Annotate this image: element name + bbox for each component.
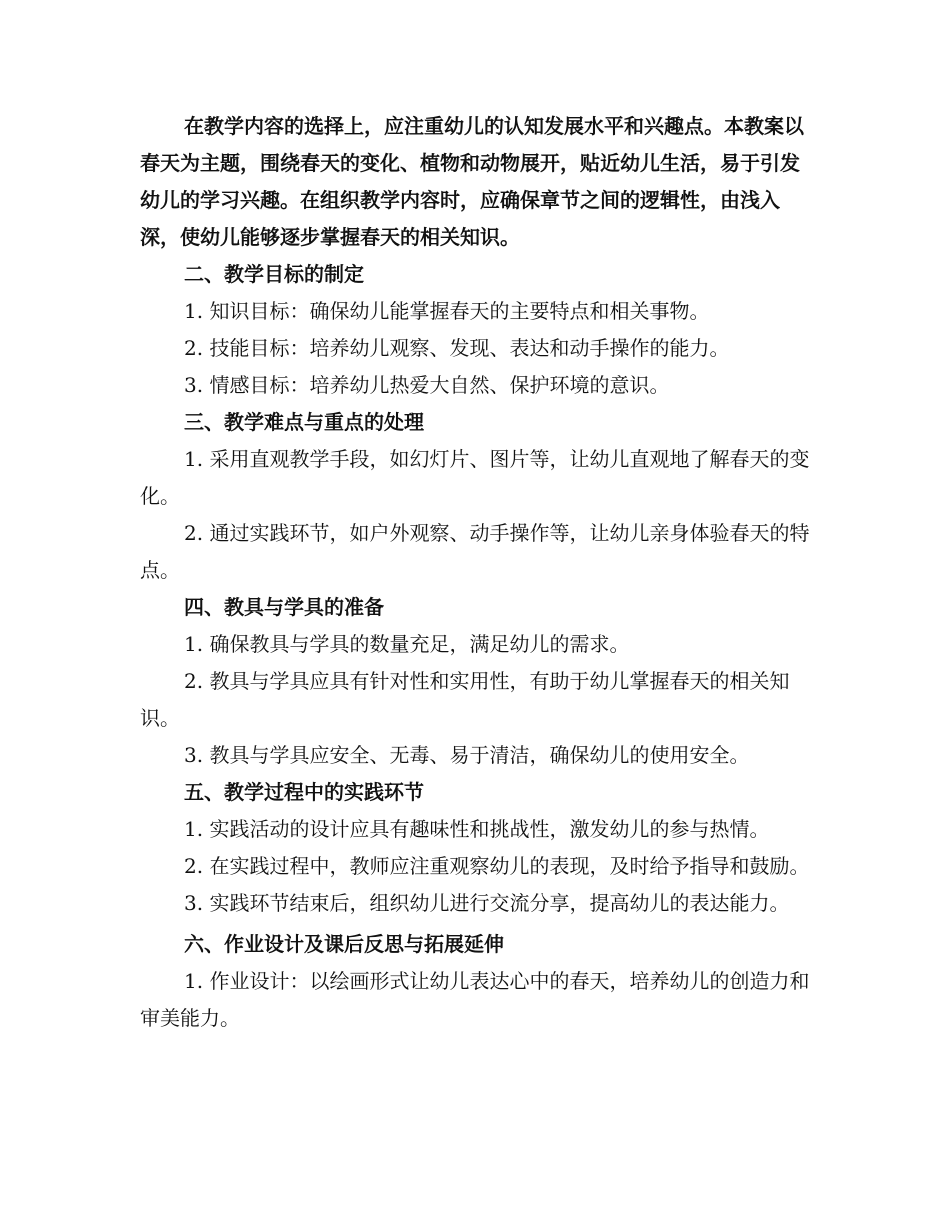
list-item: 2. 技能目标：培养幼儿观察、发现、表达和动手操作的能力。: [184, 336, 730, 360]
section-heading-practice: 五、教学过程中的实践环节: [184, 780, 424, 804]
section-heading-homework: 六、作业设计及课后反思与拓展延伸: [184, 932, 504, 956]
section-heading-materials: 四、教具与学具的准备: [184, 595, 384, 619]
list-item: 1. 实践活动的设计应具有趣味性和挑战性，激发幼儿的参与热情。: [184, 817, 770, 841]
intro-paragraph: 在教学内容的选择上，应注重幼儿的认知发展水平和兴趣点。本教案以春天为主题，围绕春天的变化、植物和动物展开，贴近幼儿生活，易于引发幼儿的学习兴趣。在组织教学内容时，应确保章节之间的逻辑性，由浅入深，使幼儿能够逐步掌握春天的相关知识。: [140, 114, 804, 249]
list-item: 3. 实践环节结束后，组织幼儿进行交流分享，提高幼儿的表达能力。: [184, 891, 790, 915]
list-item: 1. 作业设计：以绘画形式让幼儿表达心中的春天，培养幼儿的创造力和审美能力。: [140, 969, 810, 1030]
list-item: 1. 知识目标：确保幼儿能掌握春天的主要特点和相关事物。: [184, 299, 710, 323]
list-item: 3. 情感目标：培养幼儿热爱大自然、保护环境的意识。: [184, 373, 670, 397]
list-item: 1. 确保教具与学具的数量充足，满足幼儿的需求。: [184, 632, 630, 656]
list-item: 2. 通过实践环节，如户外观察、动手操作等，让幼儿亲身体验春天的特点。: [140, 521, 810, 582]
section-heading-objectives: 二、教学目标的制定: [184, 262, 364, 286]
list-item: 2. 教具与学具应具有针对性和实用性，有助于幼儿掌握春天的相关知识。: [140, 669, 790, 730]
list-item: 3. 教具与学具应安全、无毒、易于清洁，确保幼儿的使用安全。: [184, 743, 750, 767]
document-body: [140, 108, 810, 1037]
section-heading-difficulties: 三、教学难点与重点的处理: [184, 410, 424, 434]
list-item: 2. 在实践过程中，教师应注重观察幼儿的表现，及时给予指导和鼓励。: [184, 854, 810, 878]
list-item: 1. 采用直观教学手段，如幻灯片、图片等，让幼儿直观地了解春天的变化。: [140, 447, 810, 508]
